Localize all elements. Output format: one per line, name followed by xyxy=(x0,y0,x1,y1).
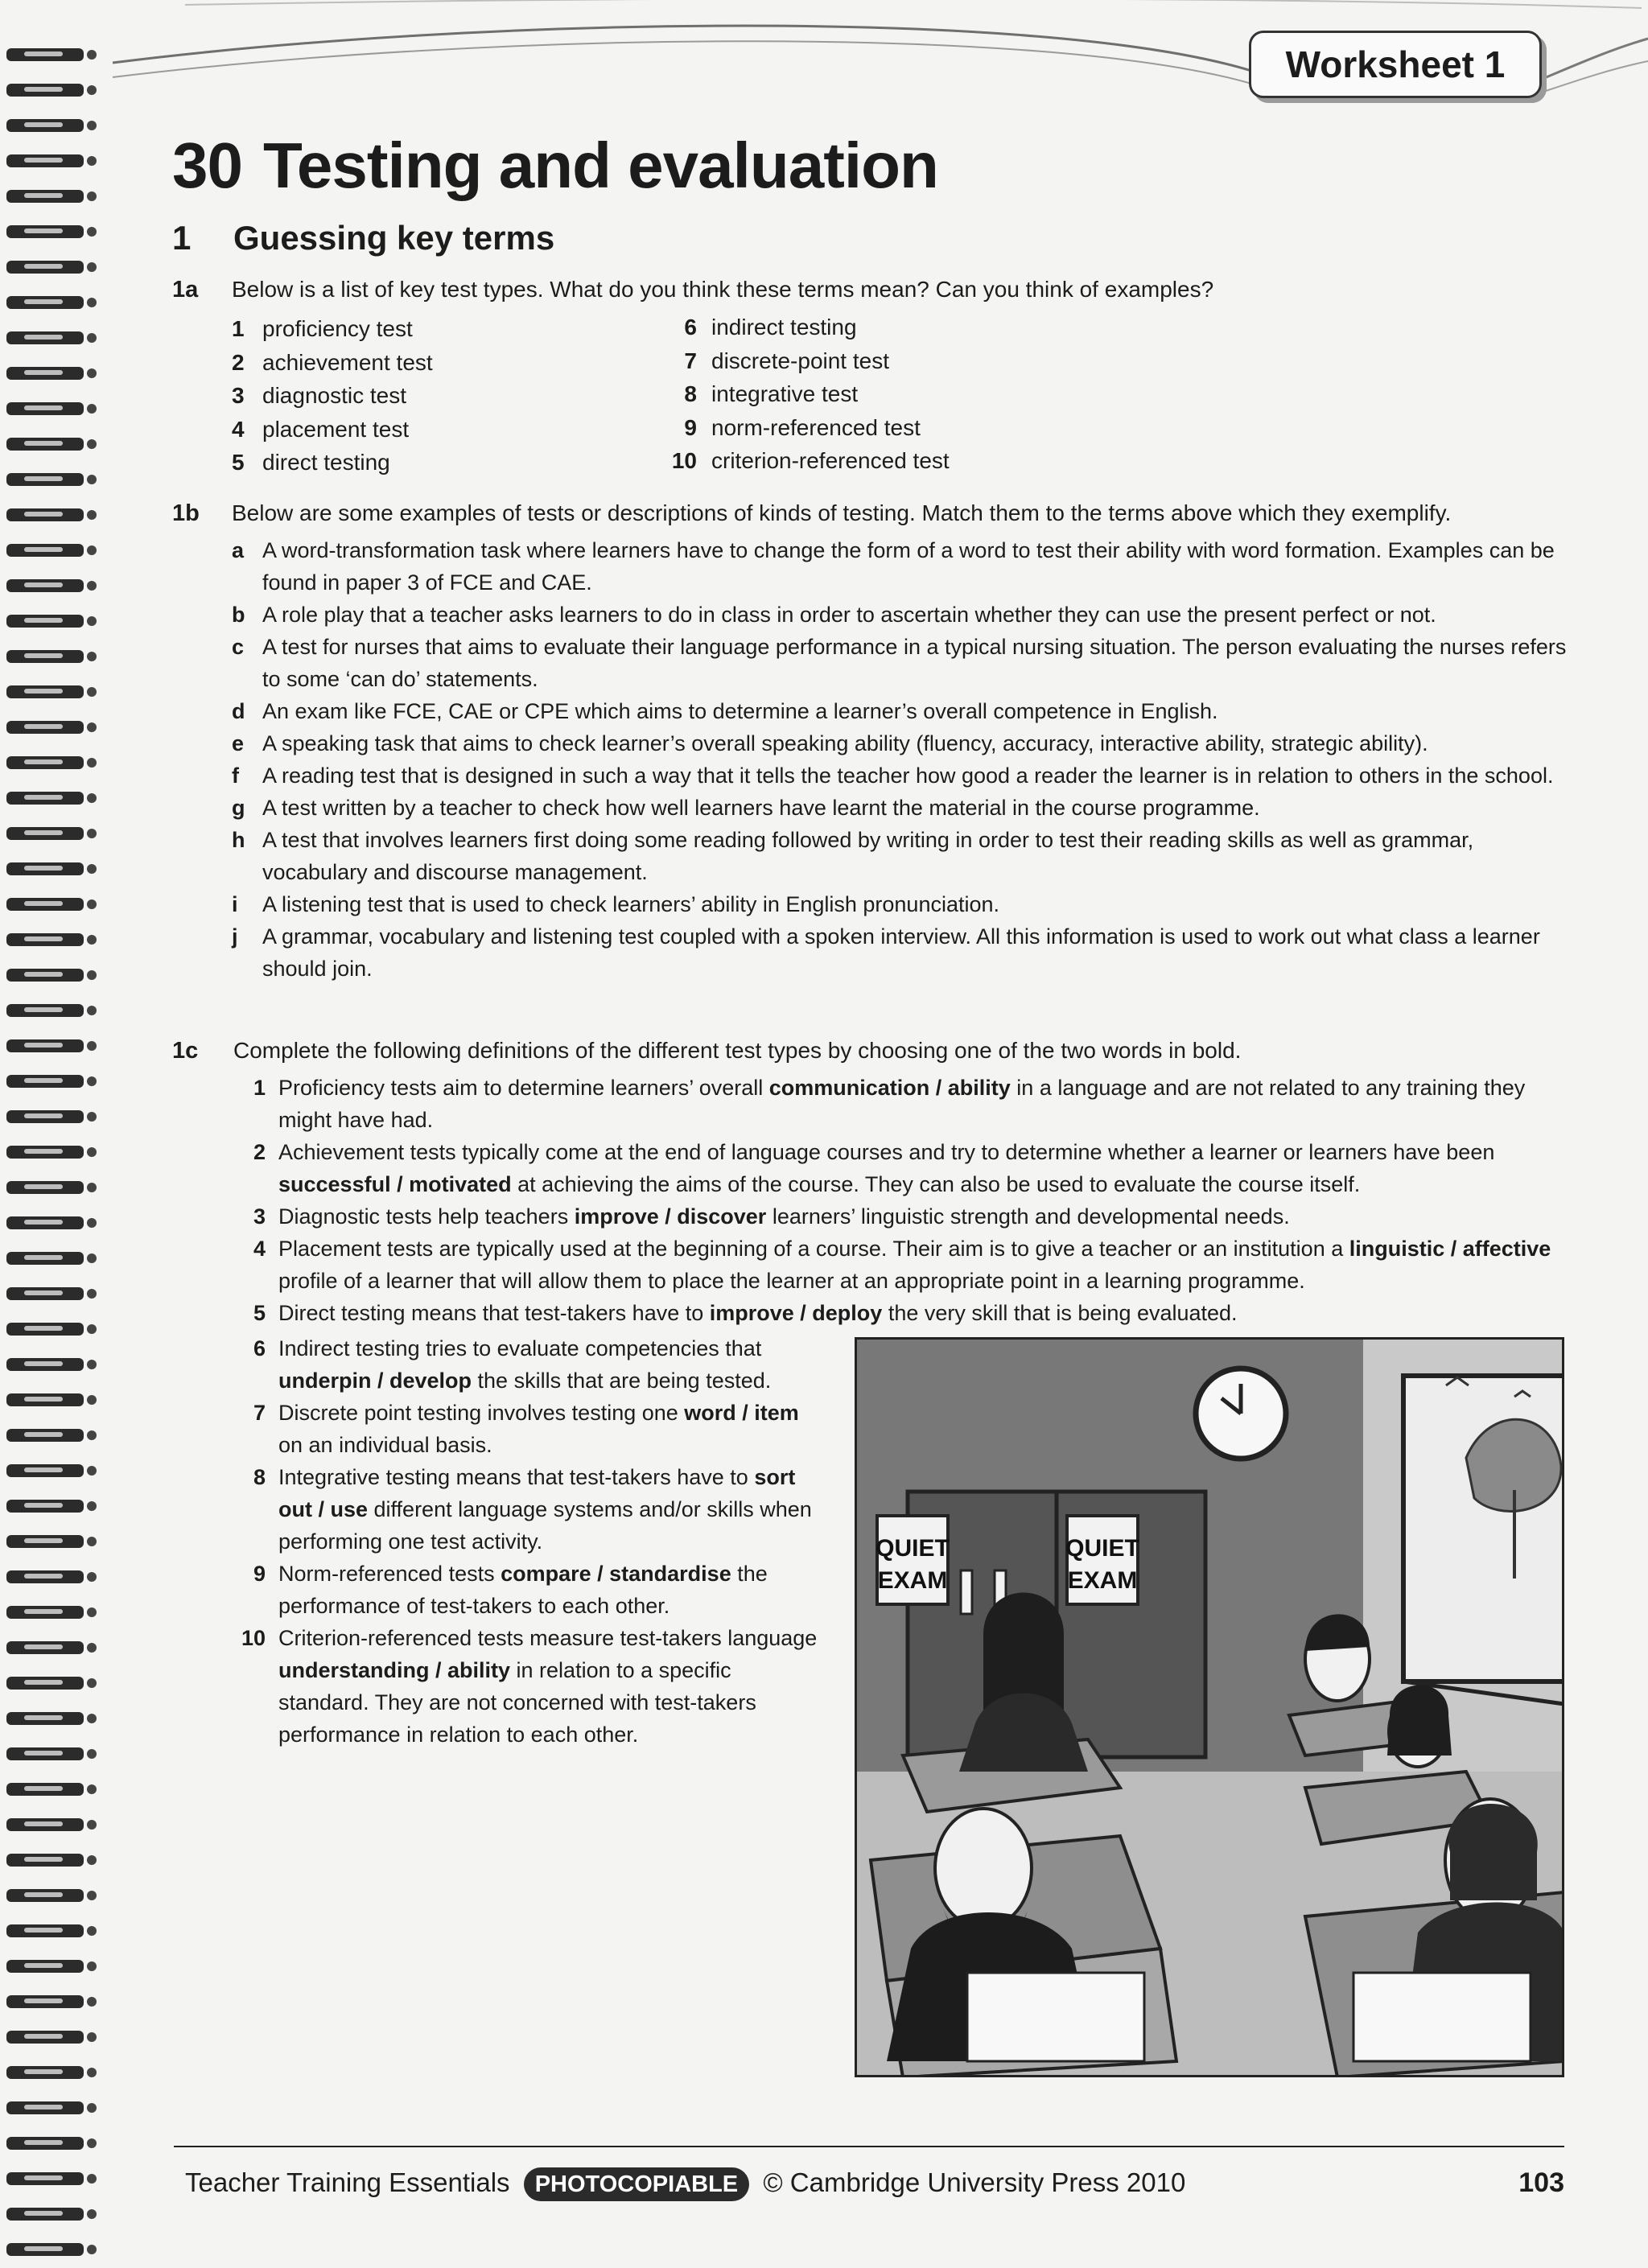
key-term-item-text: diagnostic test xyxy=(262,383,406,408)
definition-item-choice: successful / motivated xyxy=(278,1172,512,1196)
key-term-item-number: 5 xyxy=(232,450,245,475)
part-1a-instruction: Below is a list of key test types. What do you think these terms mean? Can you think of examples? xyxy=(232,277,1214,302)
definition-item-before: Norm-referenced tests xyxy=(278,1562,501,1586)
definition-item-after: learners’ linguistic strength and developmental needs. xyxy=(766,1204,1290,1229)
example-item xyxy=(232,599,1568,631)
spiral-loop xyxy=(6,1712,97,1725)
key-term-item xyxy=(661,411,1144,445)
part-1c-label: 1c xyxy=(172,1038,199,1064)
key-term-item xyxy=(232,312,618,346)
example-item-number: c xyxy=(232,635,245,659)
page-number: 103 xyxy=(1518,2167,1564,2198)
definition-item-number: 4 xyxy=(253,1237,266,1261)
spiral-loop xyxy=(6,1323,97,1336)
definition-item-number: 8 xyxy=(253,1465,266,1489)
definition-item xyxy=(233,1558,827,1622)
spiral-loop xyxy=(6,544,97,557)
definition-item-before: Criterion-referenced tests measure test-takers language xyxy=(278,1626,818,1650)
example-item-text: A test for nurses that aims to evaluate their language performance in a typical nursing situation. The person evaluating the nurses refers to some ‘can do’ statements. xyxy=(262,635,1567,691)
definition-item-after: the skills that are being tested. xyxy=(472,1369,772,1393)
definition-item-number: 6 xyxy=(253,1336,266,1360)
spiral-loop xyxy=(6,1075,97,1088)
example-item-number: d xyxy=(232,699,245,723)
key-term-item-text: integrative test xyxy=(711,381,859,406)
spiral-binding xyxy=(0,0,105,2268)
key-term-item-number: 8 xyxy=(684,381,697,406)
definition-item-before: Diagnostic tests help teachers xyxy=(278,1204,575,1229)
key-term-item-number: 10 xyxy=(671,448,697,473)
spiral-loop xyxy=(6,1889,97,1902)
section-title xyxy=(172,219,554,257)
definition-item-before: Proficiency tests aim to determine learners’ overall xyxy=(278,1076,769,1100)
spiral-loop xyxy=(6,296,97,309)
footer-book-title: Teacher Training Essentials xyxy=(185,2167,510,2197)
spiral-loop xyxy=(6,508,97,521)
definition-item-before: Placement tests are typically used at the beginning of a course. Their aim is to give a teacher or an institution a xyxy=(278,1237,1349,1261)
part-1c-instruction: Complete the following definitions of the different test types by choosing one of the two words in bold. xyxy=(233,1038,1242,1063)
key-term-item xyxy=(661,344,1144,378)
definition-item-choice: compare / standardise xyxy=(501,1562,731,1586)
spiral-loop xyxy=(6,1783,97,1796)
definitions-list xyxy=(233,1072,1568,1329)
spiral-loop xyxy=(6,1854,97,1867)
spiral-loop xyxy=(6,1429,97,1442)
definition-item xyxy=(233,1233,1568,1297)
definition-item-number: 9 xyxy=(253,1562,266,1586)
example-item-number: j xyxy=(232,924,238,949)
example-item xyxy=(232,727,1568,759)
spiral-loop xyxy=(6,2031,97,2044)
spiral-loop xyxy=(6,1535,97,1548)
key-terms-left xyxy=(232,312,618,480)
definition-item-choice: improve / discover xyxy=(574,1204,767,1229)
definition-item xyxy=(233,1200,1568,1233)
definition-item-after: on an individual basis. xyxy=(278,1433,492,1457)
spiral-loop xyxy=(6,1110,97,1123)
definition-item-before: Direct testing means that test-takers have to xyxy=(278,1301,710,1325)
spiral-loop xyxy=(6,827,97,840)
definition-item xyxy=(233,1072,1568,1136)
definition-item-choice: linguistic / affective xyxy=(1349,1237,1551,1261)
example-item-number: a xyxy=(232,538,245,562)
definition-item-before: Integrative testing means that test-takers have to xyxy=(278,1465,755,1489)
key-term-item xyxy=(661,444,1144,478)
key-term-item xyxy=(661,377,1144,411)
spiral-loop xyxy=(6,1570,97,1583)
spiral-loop xyxy=(6,2066,97,2079)
definition-item xyxy=(233,1622,827,1751)
spiral-loop xyxy=(6,1039,97,1052)
spiral-loop xyxy=(6,190,97,203)
page-title xyxy=(172,129,938,203)
key-term-item-text: placement test xyxy=(262,416,410,442)
spiral-loop xyxy=(6,756,97,769)
definition-item-before: Indirect testing tries to evaluate competencies that xyxy=(278,1336,762,1360)
spiral-loop xyxy=(6,1747,97,1760)
examples-list xyxy=(232,534,1568,985)
definition-item-number: 3 xyxy=(253,1204,266,1229)
spiral-loop xyxy=(6,579,97,592)
footer-copyright: © Cambridge University Press 2010 xyxy=(763,2167,1186,2197)
spiral-loop xyxy=(6,1252,97,1265)
spiral-loop xyxy=(6,1287,97,1300)
example-item xyxy=(232,792,1568,824)
definition-item-after: the performance of test-takers to each other. xyxy=(278,1562,768,1618)
sign-right-line2: EXAM xyxy=(1067,1567,1138,1594)
spiral-loop xyxy=(6,1500,97,1513)
spiral-loop xyxy=(6,154,97,167)
spiral-loop xyxy=(6,1181,97,1194)
spiral-loop xyxy=(6,721,97,734)
key-term-item-text: proficiency test xyxy=(262,316,413,341)
example-item xyxy=(232,695,1568,727)
example-item-text: A word-transformation task where learners have to change the form of a word to test their ability with word formation. Examples can be found in paper 3 of FCE and CAE. xyxy=(262,538,1555,595)
spiral-loop xyxy=(6,225,97,238)
example-item xyxy=(232,631,1568,695)
example-item-text: An exam like FCE, CAE or CPE which aims to determine a learner’s overall competence in English. xyxy=(262,699,1218,723)
spiral-loop xyxy=(6,1358,97,1371)
definition-item xyxy=(233,1397,827,1461)
example-item xyxy=(232,888,1568,920)
spiral-loop xyxy=(6,261,97,274)
spiral-loop xyxy=(6,1818,97,1831)
definition-item-after: different language systems and/or skills when performing one test activity. xyxy=(278,1497,812,1554)
key-term-item-number: 7 xyxy=(684,348,697,373)
key-term-item-text: criterion-referenced test xyxy=(711,448,950,473)
definition-item xyxy=(233,1297,1568,1329)
part-1b-instruction: Below are some examples of tests or descriptions of kinds of testing. Match them to the terms above which they exemplify. xyxy=(232,500,1452,525)
definition-item-after: the very skill that is being evaluated. xyxy=(882,1301,1238,1325)
worksheet-tab: Worksheet 1 xyxy=(1249,31,1542,98)
example-item-text: A test written by a teacher to check how well learners have learnt the material in the course programme. xyxy=(262,796,1260,820)
key-term-item-number: 3 xyxy=(232,383,245,408)
spiral-loop xyxy=(6,2172,97,2185)
definition-item-number: 10 xyxy=(241,1626,266,1650)
spiral-loop xyxy=(6,473,97,486)
example-item xyxy=(232,824,1568,888)
definition-item-after: profile of a learner that will allow them to place the learner at an appropriate point in a learning programme. xyxy=(278,1269,1305,1293)
spiral-loop xyxy=(6,367,97,380)
definition-item xyxy=(233,1136,1568,1200)
section-title-text: Guessing key terms xyxy=(233,219,555,257)
spiral-loop xyxy=(6,2208,97,2221)
example-item-number: b xyxy=(232,603,245,627)
spiral-loop xyxy=(6,402,97,415)
spiral-loop xyxy=(6,2243,97,2256)
example-item xyxy=(232,534,1568,599)
unit-title: Testing and evaluation xyxy=(262,130,938,201)
exam-classroom-illustration xyxy=(855,1337,1564,2077)
definition-item-number: 2 xyxy=(253,1140,266,1164)
example-item xyxy=(232,920,1568,985)
definition-item-choice: understanding / ability xyxy=(278,1658,511,1682)
key-term-item-text: direct testing xyxy=(262,450,390,475)
example-item-text: A test that involves learners first doing some reading followed by writing in order to test their reading skills as well as grammar, vocabulary and discourse management. xyxy=(262,828,1474,884)
example-item-number: h xyxy=(232,828,245,852)
section-number: 1 xyxy=(172,219,192,257)
spiral-loop xyxy=(6,1393,97,1406)
spiral-loop xyxy=(6,2101,97,2114)
key-term-item-number: 9 xyxy=(684,414,697,440)
spiral-loop xyxy=(6,685,97,698)
key-term-item-text: indirect testing xyxy=(711,315,857,340)
spiral-loop xyxy=(6,1606,97,1619)
spiral-loop xyxy=(6,792,97,805)
spiral-loop xyxy=(6,1995,97,2008)
sign-right-line1: QUIET xyxy=(1065,1535,1139,1562)
spiral-loop xyxy=(6,650,97,663)
definition-item-after: at achieving the aims of the course. They can also be used to evaluate the course itself. xyxy=(511,1172,1361,1196)
definition-item-choice: improve / deploy xyxy=(709,1301,883,1325)
key-term-item-text: achievement test xyxy=(262,349,433,375)
key-term-item xyxy=(232,446,618,480)
key-term-item-number: 2 xyxy=(232,349,245,375)
definition-item-choice: underpin / develop xyxy=(278,1369,472,1393)
key-term-item-number: 6 xyxy=(684,315,697,340)
spiral-loop xyxy=(6,1464,97,1477)
example-item-text: A role play that a teacher asks learners to do in class in order to ascertain whether they can use the present perfect or not. xyxy=(262,603,1436,627)
example-item-text: A speaking task that aims to check learner’s overall speaking ability (fluency, accuracy, interactive ability, strategic ability). xyxy=(262,731,1428,755)
example-item-text: A listening test that is used to check learners’ ability in English pronunciation. xyxy=(262,892,1000,916)
spiral-loop xyxy=(6,969,97,982)
example-item-number: g xyxy=(232,796,245,820)
part-1a-label: 1a xyxy=(172,277,199,303)
spiral-loop xyxy=(6,615,97,628)
footer xyxy=(185,2164,1185,2201)
example-item-number: i xyxy=(232,892,238,916)
definition-item-number: 7 xyxy=(253,1401,266,1425)
example-item xyxy=(232,759,1568,792)
definition-item-choice: communication / ability xyxy=(768,1076,1011,1100)
definition-item-choice: word / item xyxy=(684,1401,799,1425)
key-term-item xyxy=(232,413,618,447)
unit-number: 30 xyxy=(172,130,242,201)
example-item-number: f xyxy=(232,764,239,788)
spiral-loop xyxy=(6,1146,97,1159)
key-term-item-text: discrete-point test xyxy=(711,348,889,373)
photocopiable-badge: PHOTOCOPIABLE xyxy=(524,2167,749,2201)
definition-item-after: in a language and are not related to any training they might have had. xyxy=(278,1076,1526,1132)
spiral-loop xyxy=(6,1924,97,1937)
key-term-item-number: 1 xyxy=(232,316,245,341)
example-item-text: A grammar, vocabulary and listening test coupled with a spoken interview. All this information is used to work out what class a learner should join. xyxy=(262,924,1540,981)
example-item-text: A reading test that is designed in such a way that it tells the teacher how good a reader the learner is in relation to others in the school. xyxy=(262,764,1554,788)
definition-item-number: 1 xyxy=(253,1076,266,1100)
definition-item-choice: sort out / use xyxy=(278,1465,796,1521)
spiral-loop xyxy=(6,1004,97,1017)
definitions-list-narrow xyxy=(233,1332,827,1751)
sign-left-line2: EXAM xyxy=(877,1567,948,1594)
spiral-loop xyxy=(6,2137,97,2150)
key-term-item-number: 4 xyxy=(232,416,245,442)
spiral-loop xyxy=(6,933,97,946)
example-item-number: e xyxy=(232,731,245,755)
spiral-loop xyxy=(6,898,97,911)
definition-item xyxy=(233,1461,827,1558)
key-terms-right xyxy=(661,311,1144,478)
key-term-item-text: norm-referenced test xyxy=(711,414,921,440)
spiral-loop xyxy=(6,438,97,451)
spiral-loop xyxy=(6,1216,97,1229)
definition-item-number: 5 xyxy=(253,1301,266,1325)
sign-left-line1: QUIET xyxy=(876,1535,950,1562)
spiral-loop xyxy=(6,1677,97,1690)
spiral-loop xyxy=(6,1641,97,1654)
definition-item-before: Discrete point testing involves testing one xyxy=(278,1401,685,1425)
spiral-loop xyxy=(6,862,97,875)
key-term-item xyxy=(232,346,618,380)
key-term-item xyxy=(661,311,1144,344)
part-1b-label: 1b xyxy=(172,500,200,526)
spiral-loop xyxy=(6,331,97,344)
spiral-loop xyxy=(6,1960,97,1973)
definition-item-after: in relation to a specific standard. They are not concerned with test-takers performance in relation to each other. xyxy=(278,1658,756,1747)
footer-rule xyxy=(174,2146,1564,2147)
key-term-item xyxy=(232,379,618,413)
definition-item-before: Achievement tests typically come at the end of language courses and try to determine whether a learner or learners have been xyxy=(278,1140,1495,1164)
definition-item xyxy=(233,1332,827,1397)
